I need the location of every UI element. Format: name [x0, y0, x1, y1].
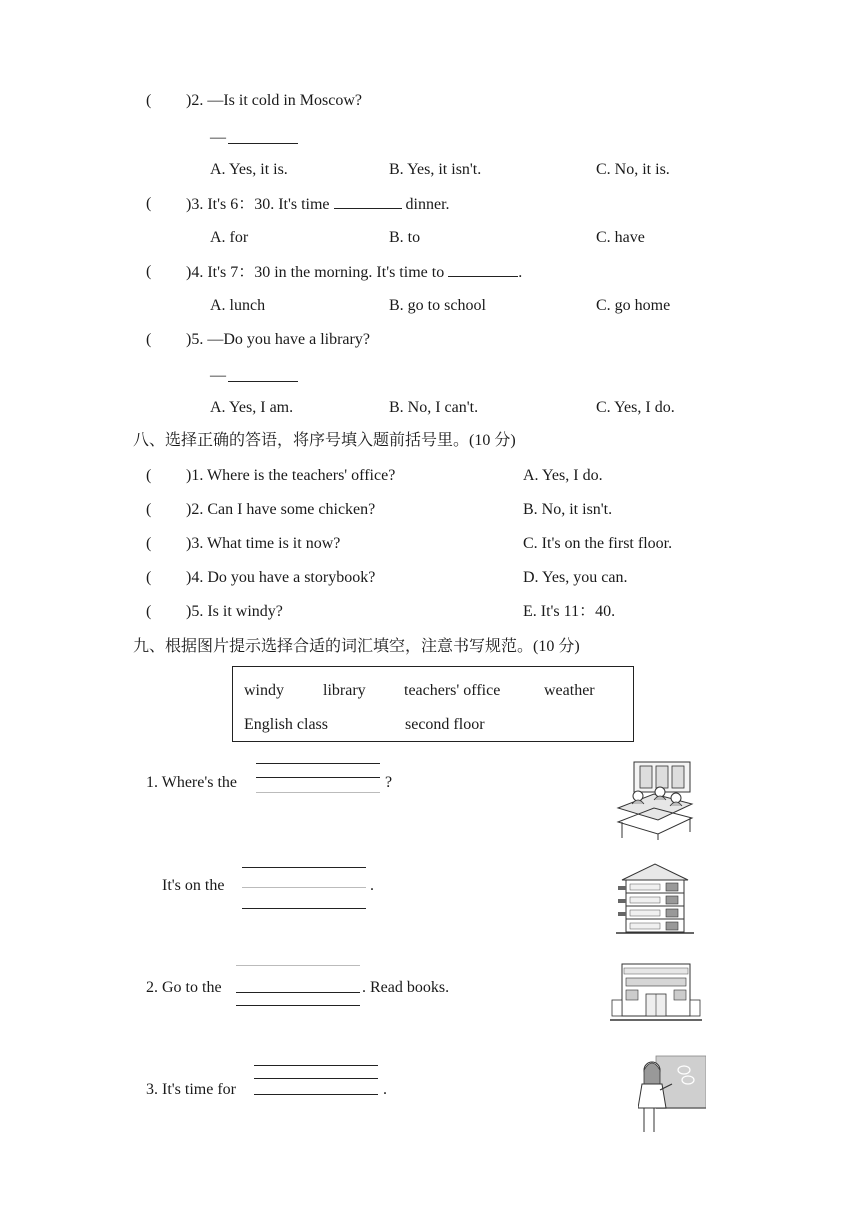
section-9-title: 九、根据图片提示选择合适的词汇填空，注意书写规范。(10 分)	[133, 638, 580, 655]
writing-line[interactable]	[242, 887, 366, 888]
word-weather: weather	[544, 682, 595, 699]
english-class-picture	[638, 1054, 706, 1134]
option-b: B. No, I can't.	[389, 399, 479, 416]
match-answer-e: E. It's 11：40.	[523, 603, 616, 620]
question-text: )3. It's 6：30. It's time	[186, 196, 330, 213]
building-floors-picture	[616, 862, 694, 936]
question-end: . Read books.	[362, 979, 450, 996]
match-question-3: )3. What time is it now?	[186, 535, 341, 552]
word-library: library	[323, 682, 366, 699]
fill-question-1: 1. Where's the	[146, 774, 237, 791]
fill-question-3: 3. It's time for	[146, 1081, 236, 1098]
option-c: C. go home	[596, 297, 671, 314]
option-a: A. Yes, it is.	[210, 161, 288, 178]
answer-dash: —	[210, 129, 226, 146]
word-second-floor: second floor	[405, 716, 485, 733]
match-answer-d: D. Yes, you can.	[523, 569, 628, 586]
match-question-4: )4. Do you have a storybook?	[186, 569, 376, 586]
answer-dash: —	[210, 367, 226, 384]
answer-bracket[interactable]: (	[146, 331, 152, 348]
match-answer-a: A. Yes, I do.	[523, 467, 603, 484]
answer-bracket[interactable]: (	[146, 263, 152, 280]
writing-line	[236, 965, 360, 966]
option-b: B. to	[389, 229, 421, 246]
fill-question-2: 2. Go to the	[146, 979, 222, 996]
answer-bracket[interactable]: (	[146, 467, 152, 484]
question-text-end: dinner.	[405, 196, 450, 213]
option-c: C. have	[596, 229, 645, 246]
option-a: A. lunch	[210, 297, 266, 314]
match-question-2: )2. Can I have some chicken?	[186, 501, 376, 518]
question-end: .	[383, 1081, 387, 1098]
question-text: )4. It's 7：30 in the morning. It's time to	[186, 264, 445, 281]
answer-bracket[interactable]: (	[146, 501, 152, 518]
answer-bracket[interactable]: (	[146, 195, 152, 212]
writing-line	[254, 1065, 378, 1066]
answer-bracket[interactable]: (	[146, 603, 152, 620]
writing-line	[236, 1005, 360, 1006]
word-teachers-office: teachers' office	[404, 682, 501, 699]
writing-line[interactable]	[236, 992, 360, 993]
writing-line[interactable]	[256, 777, 380, 778]
option-a: A. for	[210, 229, 249, 246]
writing-line	[254, 1094, 378, 1095]
writing-line	[256, 763, 380, 764]
option-c: C. Yes, I do.	[596, 399, 675, 416]
option-c: C. No, it is.	[596, 161, 670, 178]
answer-blank[interactable]	[228, 381, 298, 382]
match-answer-b: B. No, it isn't.	[523, 501, 613, 518]
match-question-1: )1. Where is the teachers' office?	[186, 467, 396, 484]
answer-blank[interactable]	[334, 194, 402, 209]
question-end: .	[370, 877, 374, 894]
answer-bracket[interactable]: (	[146, 535, 152, 552]
writing-line	[242, 867, 366, 868]
question-3	[186, 194, 450, 215]
answer-bracket[interactable]: (	[146, 569, 152, 586]
match-answer-c: C. It's on the first floor.	[523, 535, 673, 552]
question-5: )5. —Do you have a library?	[186, 331, 370, 348]
library-building-picture	[610, 960, 702, 1024]
question-4	[186, 262, 522, 283]
teachers-office-picture	[614, 760, 694, 840]
section-8-title: 八、选择正确的答语，将序号填入题前括号里。(10 分)	[133, 432, 516, 449]
option-b: B. Yes, it isn't.	[389, 161, 482, 178]
question-2: )2. —Is it cold in Moscow?	[186, 92, 362, 109]
answer-bracket[interactable]: (	[146, 92, 152, 109]
answer-blank[interactable]	[228, 143, 298, 144]
option-b: B. go to school	[389, 297, 486, 314]
writing-line	[242, 908, 366, 909]
word-english-class: English class	[244, 716, 328, 733]
writing-line	[256, 792, 380, 793]
option-a: A. Yes, I am.	[210, 399, 294, 416]
question-end: ?	[385, 774, 393, 791]
question-text-end: .	[518, 264, 523, 281]
fill-question-1b: It's on the	[162, 877, 225, 894]
match-question-5: )5. Is it windy?	[186, 603, 283, 620]
answer-blank[interactable]	[448, 262, 518, 277]
word-windy: windy	[244, 682, 284, 699]
writing-line[interactable]	[254, 1078, 378, 1079]
